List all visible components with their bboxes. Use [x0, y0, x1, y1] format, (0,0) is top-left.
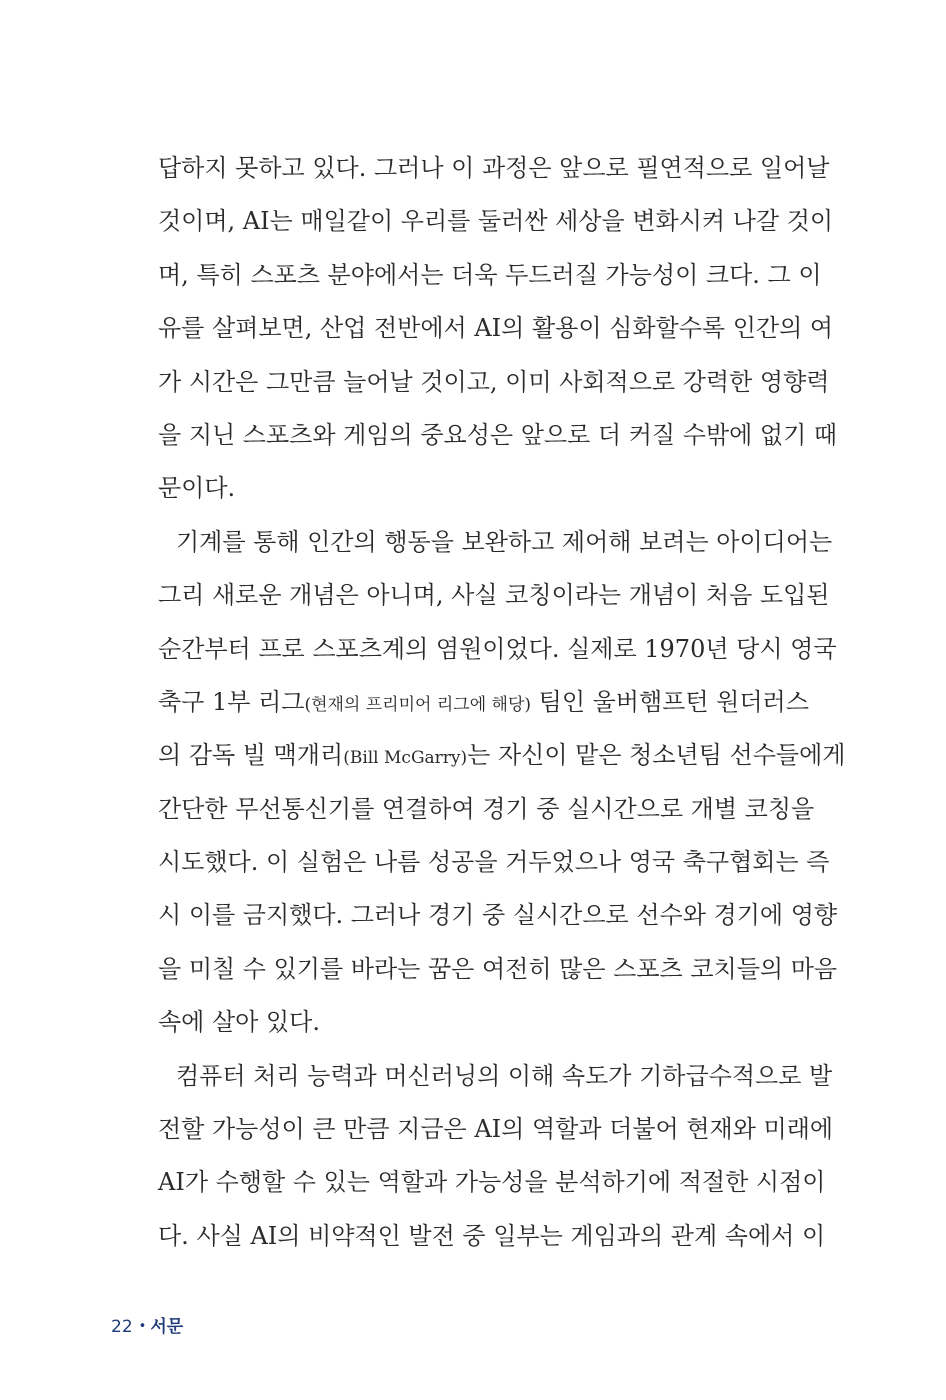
section-title: 서문 [150, 1317, 184, 1337]
text-line-with-note [158, 676, 809, 729]
text-line: 유를 살펴보면, 산업 전반에서 AI의 활용이 심화할수록 인간의 여 [158, 314, 834, 343]
text-line-with-note [158, 729, 846, 782]
line-text: 축구 1부 리그 [158, 687, 305, 716]
text-line: 속에 살아 있다. [158, 1008, 320, 1037]
page-number: 22 [111, 1317, 133, 1337]
text-line: 순간부터 프로 스포츠계의 염원이었다. 실제로 1970년 당시 영국 [158, 634, 837, 663]
text-line: 컴퓨터 처리 능력과 머신러닝의 이해 속도가 기하급수적으로 발 [176, 1061, 833, 1090]
paragraph-2 [158, 516, 846, 1050]
line-text: 는 자신이 맡은 청소년팀 선수들에게 [467, 741, 846, 770]
text-line: 시도했다. 이 실험은 나름 성공을 거두었으나 영국 축구협회는 즉 [158, 848, 830, 877]
text-line: 그리 새로운 개념은 아니며, 사실 코칭이라는 개념이 처음 도입된 [158, 581, 830, 610]
line-text: 팀인 울버햄프턴 원더러스 [531, 687, 809, 716]
text-line: 시 이를 금지했다. 그러나 경기 중 실시간으로 선수와 경기에 영향 [158, 901, 838, 930]
text-line: AI가 수행할 수 있는 역할과 가능성을 분석하기에 적절한 시점이 [158, 1168, 826, 1197]
text-line: 을 미칠 수 있기를 바라는 꿈은 여전히 많은 스포츠 코치들의 마음 [158, 954, 838, 983]
paragraph-3 [158, 1050, 834, 1264]
inline-note: (Bill McGarry) [343, 748, 468, 769]
text-line: 가 시간은 그만큼 늘어날 것이고, 이미 사회적으로 강력한 영향력 [158, 367, 830, 396]
paragraph-1 [158, 142, 838, 516]
text-line: 간단한 무선통신기를 연결하여 경기 중 실시간으로 개별 코칭을 [158, 794, 815, 823]
text-line: 을 지닌 스포츠와 게임의 중요성은 앞으로 더 커질 수밖에 없기 때 [158, 420, 838, 449]
bullet-separator: • [138, 1319, 147, 1334]
text-line: 며, 특히 스포츠 분야에서는 더욱 두드러질 가능성이 크다. 그 이 [158, 260, 822, 289]
inline-note: (현재의 프리미어 리그에 해당) [304, 694, 531, 715]
text-line: 문이다. [158, 474, 236, 503]
body-text [158, 142, 846, 1263]
text-line: 전할 가능성이 큰 만큼 지금은 AI의 역할과 더불어 현재와 미래에 [158, 1115, 834, 1144]
text-line: 다. 사실 AI의 비약적인 발전 중 일부는 게임과의 관계 속에서 이 [158, 1221, 826, 1250]
page-footer [111, 1312, 183, 1337]
text-line: 것이며, AI는 매일같이 우리를 둘러싼 세상을 변화시켜 나갈 것이 [158, 207, 834, 236]
text-line: 답하지 못하고 있다. 그러나 이 과정은 앞으로 필연적으로 일어날 [158, 154, 830, 182]
line-text: 의 감독 빌 맥개리 [158, 741, 344, 770]
text-line: 기계를 통해 인간의 행동을 보완하고 제어해 보려는 아이디어는 [176, 527, 833, 556]
